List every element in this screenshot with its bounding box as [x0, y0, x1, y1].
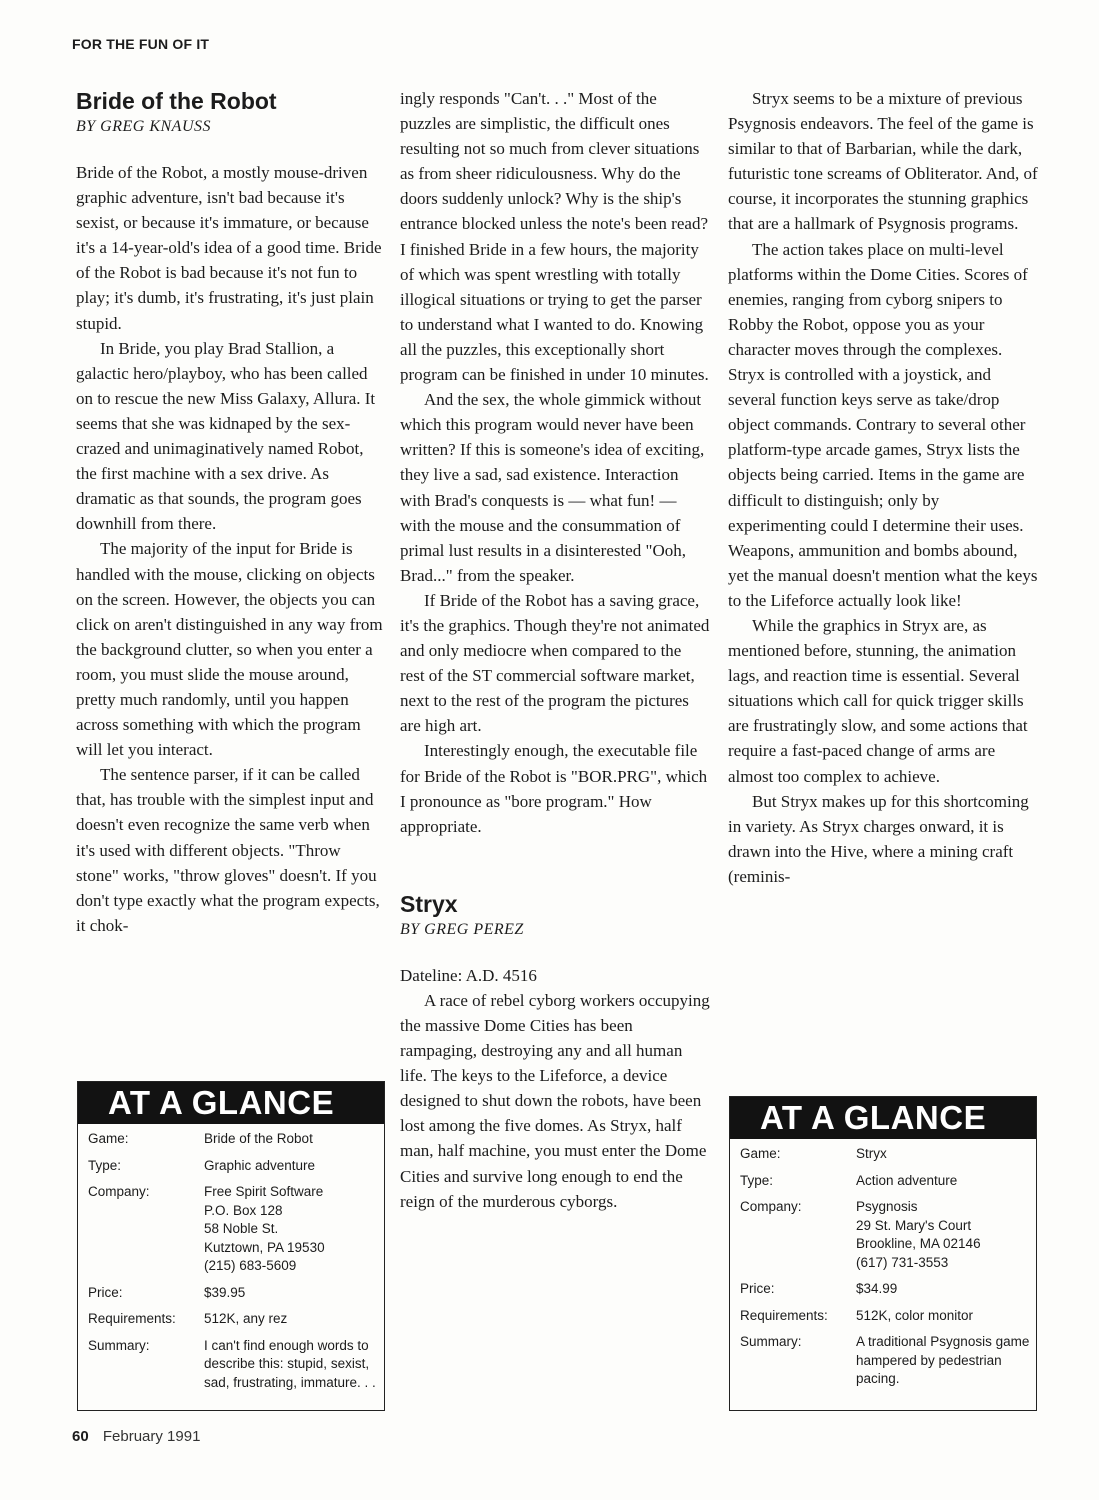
- paragraph: A race of rebel cyborg workers occupying the massive Dome Cities has been rampaging, destroying any and all human life. The keys to the Lifeforce, a device designed to shut down the robots, have been lost among the five domes. As Stryx, half man, half machine, you must enter the Dome Cities and survive long enough to end the reign of the murderous cyborgs.: [400, 990, 710, 1211]
- glance-value: $34.99: [856, 1281, 898, 1296]
- glance-label: Company:: [88, 1184, 150, 1199]
- glance-value: $39.95: [204, 1284, 246, 1300]
- page-number: 60: [72, 1428, 89, 1445]
- glance-label: Summary:: [740, 1334, 802, 1349]
- article-body-stryx-col2: [400, 963, 710, 1214]
- issue-date: February 1991: [102, 1428, 201, 1445]
- column-3: [728, 86, 1038, 889]
- article-body-bride-col2: [400, 86, 710, 839]
- section-label: FOR THE FUN OF IT: [72, 36, 210, 52]
- glance-row: [740, 1145, 1034, 1172]
- column-1: [76, 86, 386, 938]
- paragraph: ingly responds "Can't. . ." Most of the puzzles are simplistic, the difficult ones resulting not so much from clever situations as from sheer ridiculousness. Why do the doors suddenly unlock? Why is the ship's entrance blocked unless the note's been read? I finished Bride in a few hours, the majority of which was spent wrestling with totally illogical situations or trying to get the parser to understand what I wanted to do. Knowing all the puzzles, this exceptionally short program can be finished in under 10 minutes.: [400, 89, 709, 385]
- paragraph: The sentence parser, if it can be called that, has trouble with the simplest input and doesn't even recognize the same verb when it's used with different objects. "Throw stone" works, "throw gloves" doesn't. If you don't type exactly what the program expects, it chok-: [76, 765, 380, 935]
- glance-value: Stryx: [856, 1146, 887, 1161]
- paragraph: Stryx seems to be a mixture of previous Psygnosis endeavors. The feel of the game is similar to that of Barbarian, while the dark, futuristic tone screams of Obliterator. And, of course, it incorporates the stunning graphics that are a hallmark of Psygnosis programs.: [728, 89, 1038, 234]
- glance-label: Price:: [740, 1281, 775, 1296]
- glance-row: [88, 1284, 382, 1311]
- glance-label: Requirements:: [88, 1311, 176, 1326]
- glance-value: Graphic adventure: [204, 1157, 316, 1173]
- dateline: Dateline: A.D. 4516: [400, 965, 537, 985]
- paragraph: If Bride of the Robot has a saving grace, it's the graphics. Though they're not animated and only mediocre when compared to the rest of the ST commercial software market, next to the rest of the program the pictures are high art.: [400, 590, 710, 736]
- article-title-stryx: Stryx: [400, 890, 458, 917]
- byline-stryx: BY GREG PEREZ: [400, 920, 524, 938]
- paragraph: Interestingly enough, the executable file for Bride of the Robot is "BOR.PRG", which I pronounce as "bore program." How appropriate.: [400, 741, 708, 836]
- paragraph: Bride of the Robot, a mostly mouse-driven graphic adventure, isn't bad because it's sexist, or because it's immature, or because it's a 14-year-old's idea of a good time. Bride of the Robot is bad because it's not fun to play; it's dumb, it's frustrating, it's just plain stupid.: [76, 163, 382, 333]
- paragraph: In Bride, you play Brad Stallion, a galactic hero/playboy, who has been called on to rescue the new Miss Galaxy, Allura. It seems that she was kidnaped by the sex-crazed and unimaginatively named Robot, the first machine with a sex drive. As dramatic as that sounds, the program goes downhill from there.: [76, 338, 376, 534]
- paragraph: But Stryx makes up for this shortcoming in variety. As Stryx charges onward, it is drawn into the Hive, where a mining craft (reminis-: [728, 791, 1029, 886]
- glance-label: Type:: [88, 1157, 122, 1173]
- glance-row: [88, 1337, 382, 1401]
- glance-row: [740, 1333, 1034, 1397]
- glance-label: Type:: [740, 1172, 774, 1188]
- glance-label: Game:: [740, 1146, 781, 1161]
- glance-row: [740, 1280, 1034, 1307]
- glance-heading: AT A GLANCE: [730, 1097, 1036, 1139]
- article-body-bride-col1: [76, 160, 386, 938]
- glance-value: Bride of the Robot: [204, 1131, 313, 1146]
- glance-value: Psygnosis 29 St. Mary's Court Brookline, MA 02146 (617) 731-3553: [856, 1199, 981, 1270]
- glance-value: I can't find enough words to describe this: stupid, sexist, sad, frustrating, immature. . .: [204, 1337, 376, 1390]
- glance-heading: AT A GLANCE: [78, 1082, 384, 1124]
- glance-row: [740, 1172, 1034, 1199]
- glance-label: Game:: [88, 1131, 129, 1146]
- glance-row: [88, 1310, 382, 1337]
- paragraph: The action takes place on multi-level platforms within the Dome Cities. Scores of enemies, ranging from cyborg snipers to Robby the Robot, oppose you as your character moves through the complexes. Stryx is controlled with a joystick, and several function keys serve as take/drop object commands. Contrary to several other platform-type arcade games, Stryx lists the objects being carried. Items in the game are difficult to distinguish; only by experimenting could I determine their uses. Weapons, ammunition and bombs abound, yet the manual doesn't mention what the keys to the Lifeforce actually look like!: [728, 239, 1038, 610]
- glance-table: [740, 1145, 1034, 1397]
- article-body-stryx-col3: [728, 86, 1038, 889]
- glance-value: 512K, color monitor: [856, 1307, 974, 1323]
- page-footer: [72, 1428, 200, 1445]
- at-a-glance-stryx: [729, 1096, 1037, 1411]
- glance-row: [740, 1307, 1034, 1334]
- glance-label: Company:: [740, 1199, 802, 1214]
- paragraph: The majority of the input for Bride is handled with the mouse, clicking on objects on the screen. However, the objects you can click on aren't distinguished in any way from the background clutter, so when you enter a room, you must slide the mouse around, pretty much randomly, until you happen across something with which the program will let you interact.: [76, 539, 383, 760]
- byline-bride: BY GREG KNAUSS: [76, 118, 211, 135]
- glance-label: Requirements:: [740, 1307, 828, 1323]
- glance-label: Price:: [88, 1284, 123, 1300]
- glance-row: [88, 1130, 382, 1157]
- glance-row: [740, 1198, 1034, 1280]
- glance-value: Free Spirit Software P.O. Box 128 58 Noble St. Kutztown, PA 19530 (215) 683-5609: [204, 1184, 325, 1273]
- glance-row: [88, 1183, 382, 1284]
- glance-value: A traditional Psygnosis game hampered by pedestrian pacing.: [856, 1334, 1030, 1386]
- article-title-bride: Bride of the Robot: [76, 88, 277, 114]
- glance-table: [88, 1130, 382, 1400]
- glance-value: Action adventure: [856, 1172, 958, 1188]
- glance-label: Summary:: [88, 1337, 150, 1353]
- glance-row: [88, 1157, 382, 1184]
- paragraph: While the graphics in Stryx are, as mentioned before, stunning, the animation lags, and reaction time is essential. Several situations which call for quick trigger skills are frustratingly slow, and some actions that require a fast-paced change of arms are almost too complex to achieve.: [728, 615, 1028, 786]
- paragraph: And the sex, the whole gimmick without which this program would never have been written? If this is someone's idea of exciting, they live a sad, sad existence. Interaction with Brad's conquests is — what fun! — with the mouse and the consummation of primal lust results in a disinterested "Ooh, Brad..." from the speaker.: [400, 390, 705, 585]
- glance-value: 512K, any rez: [204, 1311, 288, 1326]
- at-a-glance-bride: [77, 1081, 385, 1411]
- column-2: [400, 86, 710, 1214]
